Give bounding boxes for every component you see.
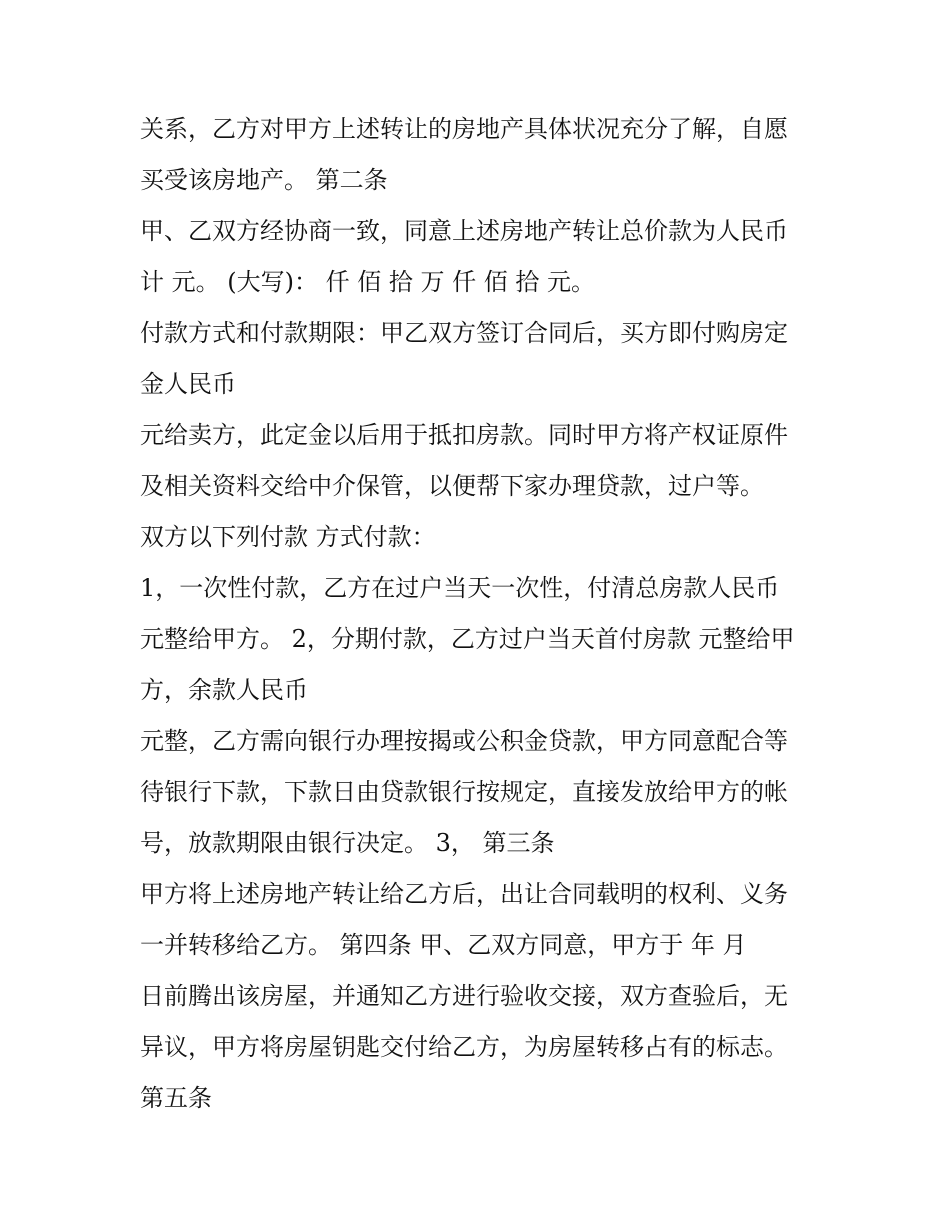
text-line: 异议，甲方将房屋钥匙交付给乙方，为房屋转移占有的标志。 — [140, 1033, 788, 1061]
text-line: 一并转移给乙方。 第四条 甲、乙双方同意，甲方于 年 月 — [140, 931, 747, 959]
text-line: 1，一次性付款，乙方在过户当天一次性，付清总房款人民币 — [140, 574, 780, 602]
text-line: 方，余款人民币 — [140, 676, 308, 704]
text-line: 第五条 — [140, 1084, 212, 1112]
text-line: 元给卖方，此定金以后用于抵扣房款。同时甲方将产权证原件 — [140, 421, 788, 449]
contract-text — [140, 104, 830, 1124]
text-line: 号，放款期限由银行决定。 3， 第三条 — [140, 829, 555, 857]
text-line: 金人民币 — [140, 370, 236, 398]
text-line: 元整，乙方需向银行办理按揭或公积金贷款，甲方同意配合等 — [140, 727, 788, 755]
text-line: 关系，乙方对甲方上述转让的房地产具体状况充分了解，自愿 — [140, 115, 788, 143]
text-line: 计 元。 (大写)： 仟 佰 拾 万 仟 佰 拾 元。 — [140, 268, 596, 296]
text-line: 甲方将上述房地产转让给乙方后，出让合同载明的权利、义务 — [140, 880, 788, 908]
text-line: 待银行下款，下款日由贷款银行按规定，直接发放给甲方的帐 — [140, 778, 788, 806]
text-line: 日前腾出该房屋，并通知乙方进行验收交接，双方查验后，无 — [140, 982, 788, 1010]
text-line: 元整给甲方。 2，分期付款，乙方过户当天首付房款 元整给甲 — [140, 625, 795, 653]
text-line: 及相关资料交给中介保管，以便帮下家办理贷款，过户等。 — [140, 472, 764, 500]
text-line: 甲、乙双方经协商一致，同意上述房地产转让总价款为人民币 — [140, 217, 788, 245]
text-line: 付款方式和付款期限：甲乙双方签订合同后，买方即付购房定 — [140, 319, 788, 347]
text-line: 买受该房地产。 第二条 — [140, 166, 388, 194]
text-line: 双方以下列付款 方式付款： — [140, 523, 436, 551]
